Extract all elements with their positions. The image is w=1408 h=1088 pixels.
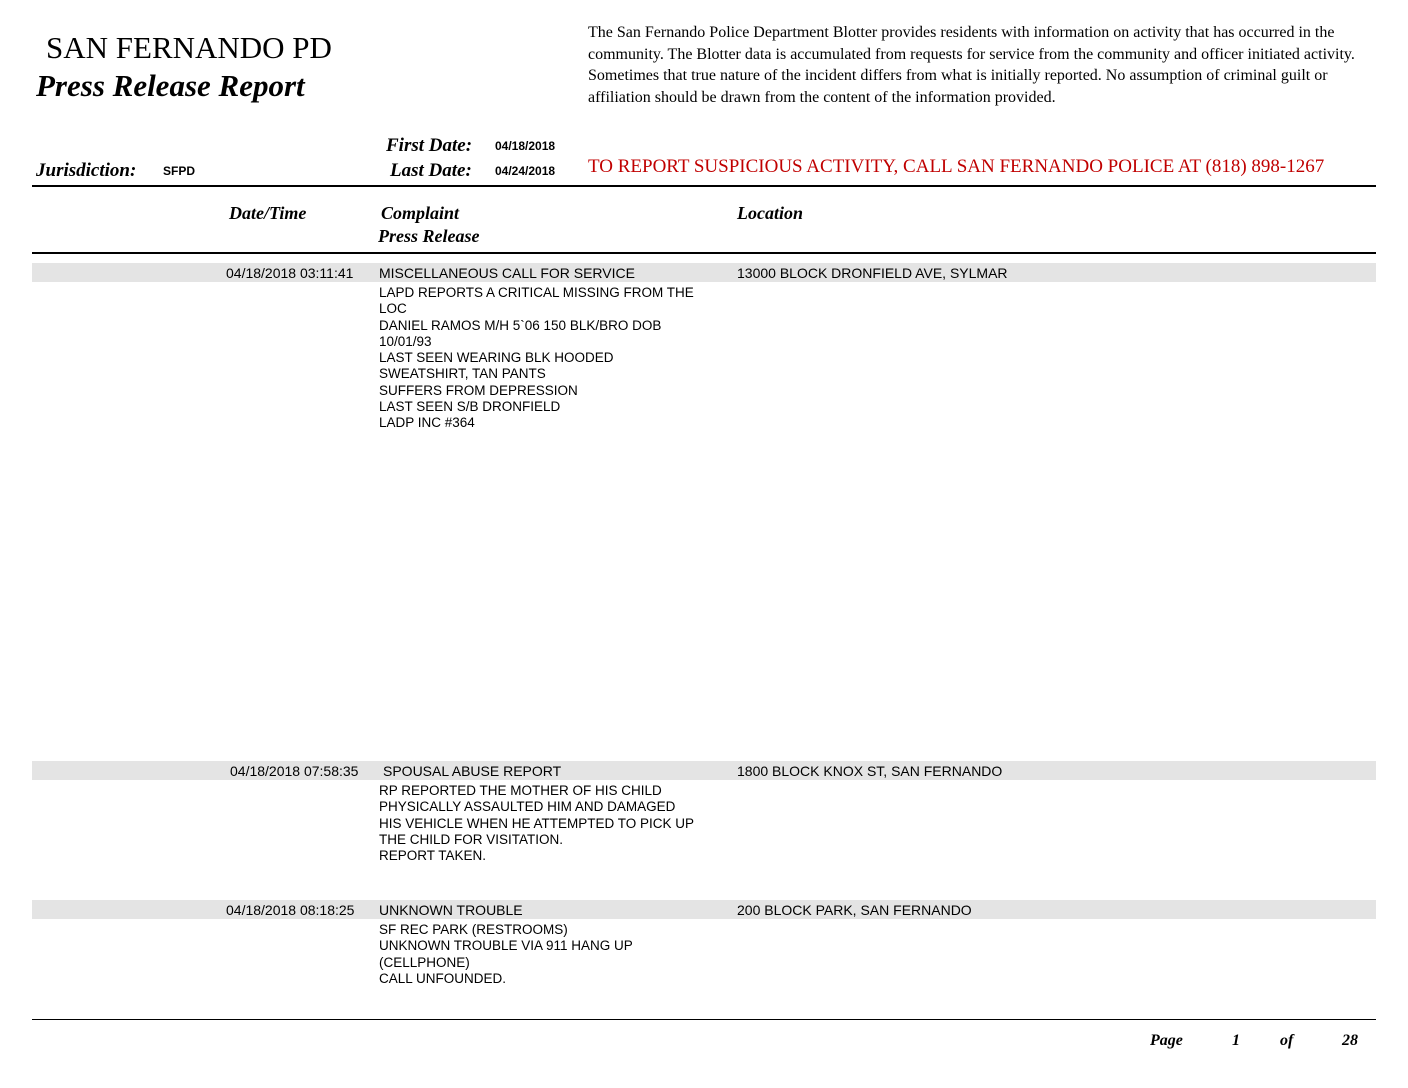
press-release-line: RP REPORTED THE MOTHER OF HIS CHILD: [379, 783, 662, 798]
page-label: Page: [1150, 1032, 1183, 1049]
press-release-line: LAST SEEN WEARING BLK HOODED: [379, 350, 614, 366]
entry-datetime: 04/18/2018 07:58:35: [230, 763, 359, 779]
first-date-label: First Date:: [386, 135, 473, 156]
press-release-line: REPORT TAKEN.: [379, 848, 487, 864]
page-number: 1: [1232, 1032, 1240, 1049]
column-header-datetime: Date/Time: [229, 203, 307, 223]
press-release-line: HIS VEHICLE WHEN HE ATTEMPTED TO PICK UP: [379, 815, 695, 831]
last-date-label: Last Date:: [390, 160, 472, 181]
entry-press-release: [379, 922, 724, 987]
report-suspicious-activity-notice: TO REPORT SUSPICIOUS ACTIVITY, CALL SAN FERNANDO POLICE AT (818) 898-1267: [588, 156, 1325, 177]
entry-location: 200 BLOCK PARK, SAN FERNANDO: [737, 902, 972, 918]
column-header-complaint: Complaint: [381, 203, 460, 223]
last-date-value: 04/24/2018: [495, 164, 556, 178]
footer-divider: [32, 1019, 1376, 1020]
entry-location: 1800 BLOCK KNOX ST, SAN FERNANDO: [737, 763, 1003, 779]
press-release-line: SF REC PARK (RESTROOMS): [379, 922, 568, 937]
entry-press-release: [379, 783, 724, 864]
press-release-line: (CELLPHONE): [379, 954, 470, 970]
page-of-label: of: [1280, 1032, 1294, 1049]
jurisdiction-value: SFPD: [163, 164, 196, 178]
press-release-line: LAPD REPORTS A CRITICAL MISSING FROM THE: [379, 285, 694, 300]
press-release-line: LOC: [379, 301, 407, 317]
press-release-line: PHYSICALLY ASSAULTED HIM AND DAMAGED: [379, 799, 676, 815]
first-date-value: 04/18/2018: [495, 139, 556, 153]
press-release-line: SWEATSHIRT, TAN PANTS: [379, 366, 546, 382]
column-header-location: Location: [737, 203, 803, 223]
header-divider: [32, 185, 1376, 187]
entry-datetime: 04/18/2018 08:18:25: [226, 902, 355, 918]
column-header-divider: [32, 252, 1376, 254]
press-release-line: CALL UNFOUNDED.: [379, 970, 507, 986]
entry-press-release: [379, 285, 724, 432]
entry-datetime: 04/18/2018 03:11:41: [226, 265, 354, 281]
press-release-line: UNKNOWN TROUBLE VIA 911 HANG UP: [379, 938, 633, 954]
press-release-line: SUFFERS FROM DEPRESSION: [379, 382, 578, 398]
press-release-line: THE CHILD FOR VISITATION.: [379, 831, 564, 847]
disclaimer-text: The San Fernando Police Department Blotter provides residents with information on activity that has occurred in the community. The Blotter data is accumulated from requests for service from the community and officer initiated activity. Sometimes that true nature of the incident differs from what is initially reported. No assumption of criminal guilt or affiliation should be drawn from the content of the information provided.: [588, 24, 1355, 106]
column-header-press-release: Press Release: [378, 226, 480, 246]
page-total: 28: [1342, 1032, 1358, 1049]
press-release-line: DANIEL RAMOS M/H 5`06 150 BLK/BRO DOB: [379, 317, 662, 333]
entry-complaint: SPOUSAL ABUSE REPORT: [383, 763, 562, 779]
entry-complaint: UNKNOWN TROUBLE: [379, 902, 523, 918]
report-title: Press Release Report: [36, 68, 305, 103]
jurisdiction-label: Jurisdiction:: [36, 160, 137, 181]
entry-complaint: MISCELLANEOUS CALL FOR SERVICE: [379, 265, 635, 281]
press-release-line: LAST SEEN S/B DRONFIELD: [379, 399, 561, 415]
press-release-line: 10/01/93: [379, 333, 432, 349]
agency-title: SAN FERNANDO PD: [46, 30, 332, 65]
entry-location: 13000 BLOCK DRONFIELD AVE, SYLMAR: [737, 265, 1008, 281]
press-release-line: LADP INC #364: [379, 415, 475, 431]
